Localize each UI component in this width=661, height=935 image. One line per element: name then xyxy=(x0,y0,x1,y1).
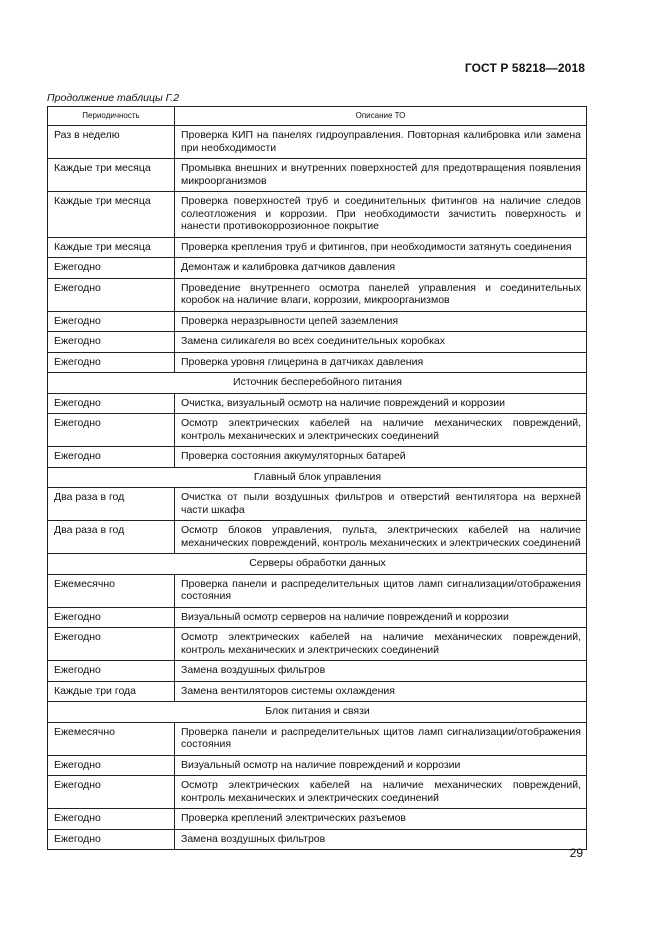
periodicity-cell: Ежегодно xyxy=(48,661,175,682)
section-row xyxy=(48,554,587,575)
periodicity-cell: Ежегодно xyxy=(48,352,175,373)
table-body xyxy=(48,126,587,850)
periodicity-cell: Два раза в год xyxy=(48,521,175,554)
periodicity-cell: Ежегодно xyxy=(48,258,175,279)
section-title: Серверы обработки данных xyxy=(48,554,587,575)
description-cell: Замена силикагеля во всех соединительных коробках xyxy=(175,332,587,353)
column-header-periodicity: Периодичность xyxy=(48,107,175,126)
description-cell: Проверка креплений электрических разъемов xyxy=(175,809,587,830)
periodicity-cell: Ежегодно xyxy=(48,278,175,311)
periodicity-cell: Ежемесячно xyxy=(48,722,175,755)
periodicity-cell: Раз в неделю xyxy=(48,126,175,159)
table-row xyxy=(48,278,587,311)
table-row xyxy=(48,237,587,258)
table-row xyxy=(48,488,587,521)
section-title: Главный блок управления xyxy=(48,467,587,488)
periodicity-cell: Ежегодно xyxy=(48,829,175,850)
description-cell: Осмотр электрических кабелей на наличие механических повреждений, контроль механических и электрических соединений xyxy=(175,628,587,661)
table-row xyxy=(48,661,587,682)
periodicity-cell: Каждые три месяца xyxy=(48,159,175,192)
periodicity-cell: Ежегодно xyxy=(48,809,175,830)
section-row xyxy=(48,467,587,488)
description-cell: Замена воздушных фильтров xyxy=(175,661,587,682)
table-row xyxy=(48,776,587,809)
periodicity-cell: Ежегодно xyxy=(48,393,175,414)
page-number: 29 xyxy=(569,846,583,860)
table-row xyxy=(48,809,587,830)
table-row xyxy=(48,414,587,447)
periodicity-cell: Каждые три года xyxy=(48,681,175,702)
description-cell: Проверка состояния аккумуляторных батарей xyxy=(175,447,587,468)
table-row xyxy=(48,755,587,776)
description-cell: Замена воздушных фильтров xyxy=(175,829,587,850)
table-header-row xyxy=(48,107,587,126)
table-row xyxy=(48,159,587,192)
description-cell: Замена вентиляторов системы охлаждения xyxy=(175,681,587,702)
description-cell: Осмотр электрических кабелей на наличие механических повреждений, контроль механических и электрических соединений xyxy=(175,414,587,447)
description-cell: Очистка, визуальный осмотр на наличие повреждений и коррозии xyxy=(175,393,587,414)
periodicity-cell: Ежегодно xyxy=(48,311,175,332)
column-header-description: Описание ТО xyxy=(175,107,587,126)
periodicity-cell: Ежегодно xyxy=(48,755,175,776)
table-row xyxy=(48,722,587,755)
periodicity-cell: Ежегодно xyxy=(48,332,175,353)
section-row xyxy=(48,702,587,723)
periodicity-cell: Ежегодно xyxy=(48,776,175,809)
periodicity-cell: Каждые три месяца xyxy=(48,237,175,258)
description-cell: Проверка панели и распределительных щитов ламп сигнализации/отображения состояния xyxy=(175,722,587,755)
section-row xyxy=(48,373,587,394)
table-row xyxy=(48,607,587,628)
table-continuation-caption: Продолжение таблицы Г.2 xyxy=(47,92,180,104)
table-row xyxy=(48,126,587,159)
table-row xyxy=(48,332,587,353)
table-row xyxy=(48,628,587,661)
section-title: Источник бесперебойного питания xyxy=(48,373,587,394)
description-cell: Осмотр электрических кабелей на наличие механических повреждений, контроль механических и электрических соединений xyxy=(175,776,587,809)
description-cell: Проверка неразрывности цепей заземления xyxy=(175,311,587,332)
periodicity-cell: Ежегодно xyxy=(48,447,175,468)
standard-designation: ГОСТ Р 58218—2018 xyxy=(464,61,585,75)
table-row xyxy=(48,192,587,238)
description-cell: Промывка внешних и внутренних поверхностей для предотвращения появления микроорганизмов xyxy=(175,159,587,192)
table-row xyxy=(48,393,587,414)
description-cell: Проверка крепления труб и фитингов, при необходимости затянуть соединения xyxy=(175,237,587,258)
table-header xyxy=(48,107,587,126)
table-row xyxy=(48,258,587,279)
description-cell: Проведение внутреннего осмотра панелей управления и соединительных коробок на наличие влаги, коррозии, микроорганизмов xyxy=(175,278,587,311)
table-row xyxy=(48,352,587,373)
description-cell: Визуальный осмотр серверов на наличие повреждений и коррозии xyxy=(175,607,587,628)
periodicity-cell: Ежемесячно xyxy=(48,574,175,607)
table-row xyxy=(48,829,587,850)
periodicity-cell: Два раза в год xyxy=(48,488,175,521)
periodicity-cell: Каждые три месяца xyxy=(48,192,175,238)
table-row xyxy=(48,574,587,607)
table-row xyxy=(48,681,587,702)
description-cell: Проверка КИП на панелях гидроуправления. Повторная калибровка или замена при необходимости xyxy=(175,126,587,159)
description-cell: Проверка поверхностей труб и соединительных фитингов на наличие следов солеотложения и коррозии. При необходимости зачистить поверхность и нанести противокоррозионное покрытие xyxy=(175,192,587,238)
description-cell: Осмотр блоков управления, пульта, электрических кабелей на наличие механических повреждений, контроль механических и электрических соединений xyxy=(175,521,587,554)
periodicity-cell: Ежегодно xyxy=(48,628,175,661)
periodicity-cell: Ежегодно xyxy=(48,607,175,628)
table-row xyxy=(48,447,587,468)
description-cell: Проверка панели и распределительных щитов ламп сигнализации/отображения состояния xyxy=(175,574,587,607)
table-row xyxy=(48,521,587,554)
description-cell: Демонтаж и калибровка датчиков давления xyxy=(175,258,587,279)
description-cell: Проверка уровня глицерина в датчиках давления xyxy=(175,352,587,373)
maintenance-table xyxy=(47,106,587,850)
section-title: Блок питания и связи xyxy=(48,702,587,723)
description-cell: Визуальный осмотр на наличие повреждений и коррозии xyxy=(175,755,587,776)
table-row xyxy=(48,311,587,332)
periodicity-cell: Ежегодно xyxy=(48,414,175,447)
description-cell: Очистка от пыли воздушных фильтров и отверстий вентилятора на верхней части шкафа xyxy=(175,488,587,521)
